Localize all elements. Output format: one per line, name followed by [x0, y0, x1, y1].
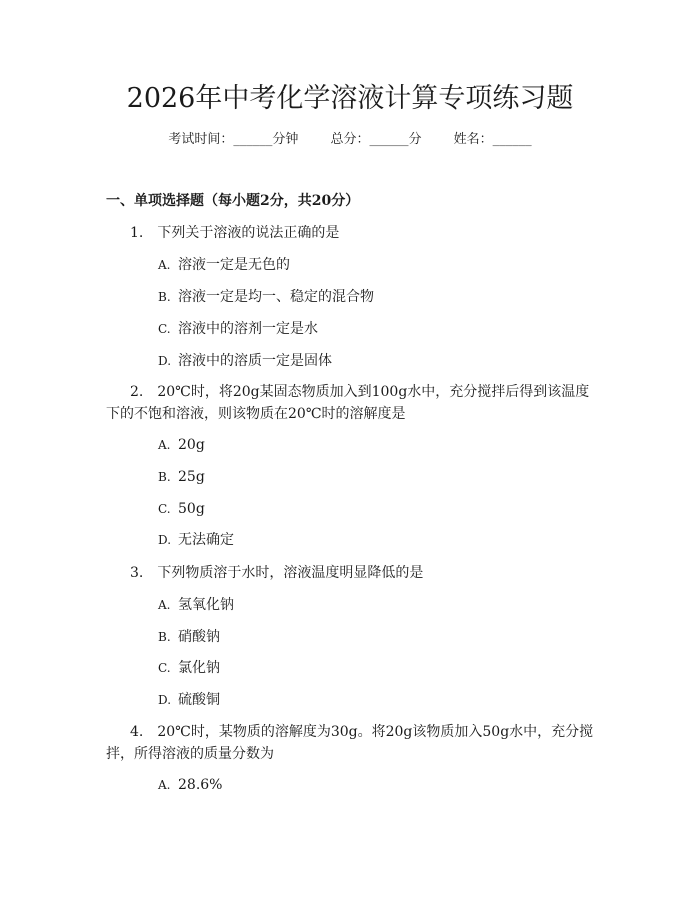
option-text: 溶液中的溶剂一定是水: [178, 321, 318, 337]
option-letter: D.: [158, 693, 172, 707]
option-1d: [158, 351, 332, 371]
option-3b: [158, 627, 220, 647]
option-letter: D.: [158, 354, 172, 368]
option-text: 溶液一定是无色的: [178, 257, 290, 273]
total-score-field: 总分：______分: [330, 132, 422, 147]
question-1: [106, 222, 596, 244]
option-text: 50g: [178, 501, 205, 517]
question-number: 2.: [130, 384, 144, 400]
question-number: 1.: [130, 225, 144, 241]
option-letter: D.: [158, 533, 172, 547]
page-title: 2026年中考化学溶液计算专项练习题: [126, 83, 574, 114]
option-text: 无法确定: [178, 532, 234, 548]
option-3d: [158, 690, 220, 710]
option-letter: C.: [158, 322, 171, 336]
exam-time-field: 考试时间：______分钟: [168, 132, 299, 147]
option-letter: B.: [158, 630, 171, 644]
question-4: [106, 721, 596, 765]
option-letter: A.: [158, 438, 171, 452]
option-text: 硫酸铜: [178, 692, 220, 708]
option-1c: [158, 319, 318, 339]
question-text: 20℃时，某物质的溶解度为30g。将20g该物质加入50g水中，充分搅拌，所得溶液的质量分数为: [106, 724, 594, 762]
option-letter: B.: [158, 470, 171, 484]
option-text: 硝酸钠: [178, 629, 220, 645]
exam-meta-line: [0, 130, 700, 150]
option-text: 25g: [178, 469, 205, 485]
option-letter: B.: [158, 290, 171, 304]
option-text: 28.6%: [178, 777, 223, 793]
option-2b: [158, 467, 205, 487]
option-3a: [158, 595, 234, 615]
option-letter: A.: [158, 598, 171, 612]
option-text: 氯化钠: [178, 660, 220, 676]
option-2d: [158, 530, 234, 550]
option-3c: [158, 658, 220, 678]
option-2c: [158, 499, 205, 519]
option-text: 20g: [178, 437, 205, 453]
option-4a: [158, 775, 222, 795]
question-2: [106, 381, 596, 425]
question-text: 下列关于溶液的说法正确的是: [157, 225, 340, 241]
option-text: 氢氧化钠: [178, 597, 234, 613]
option-letter: A.: [158, 778, 171, 792]
question-text: 20℃时，将20g某固态物质加入到100g水中，充分搅拌后得到该温度下的不饱和溶液，则该物质在20℃时的溶解度是: [106, 384, 590, 422]
option-1b: [158, 287, 374, 307]
option-text: 溶液一定是均一、稳定的混合物: [178, 289, 374, 305]
question-number: 4.: [130, 724, 144, 740]
question-number: 3.: [130, 565, 144, 581]
option-text: 溶液中的溶质一定是固体: [178, 353, 332, 369]
question-text: 下列物质溶于水时，溶液温度明显降低的是: [157, 565, 424, 581]
option-2a: [158, 435, 205, 455]
question-3: [106, 562, 596, 584]
option-letter: A.: [158, 258, 171, 272]
section-heading: 一、单项选择题（每小题2分，共20分）: [106, 193, 360, 209]
option-letter: C.: [158, 502, 171, 516]
option-letter: C.: [158, 661, 171, 675]
option-1a: [158, 255, 290, 275]
student-name-field: 姓名：______: [453, 132, 532, 147]
